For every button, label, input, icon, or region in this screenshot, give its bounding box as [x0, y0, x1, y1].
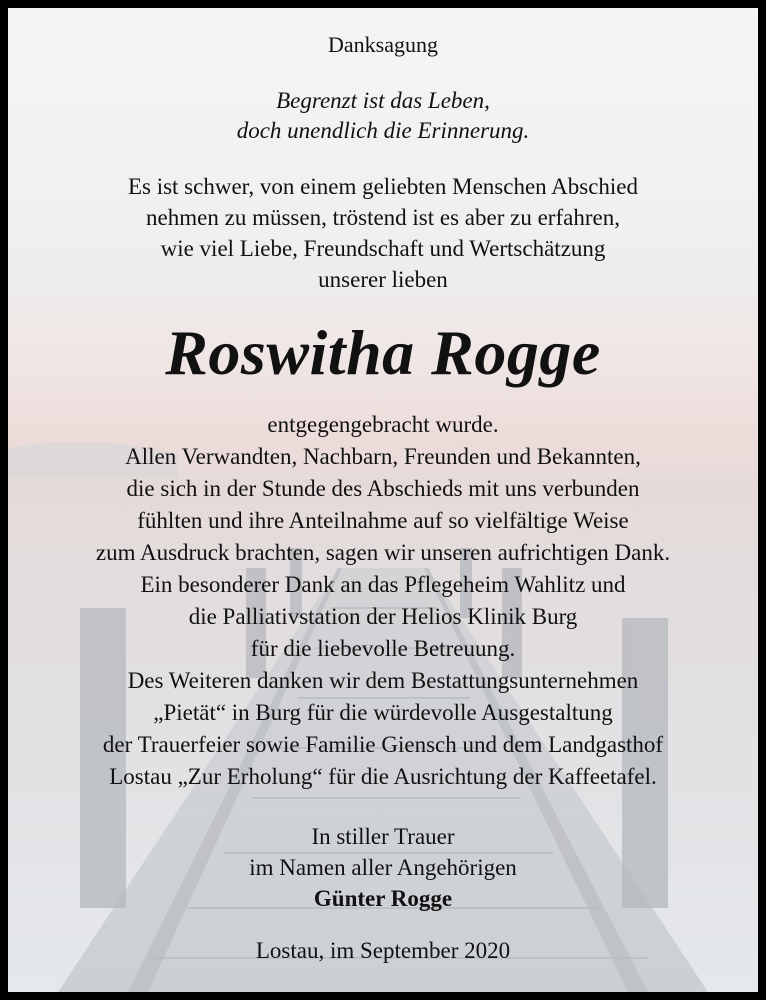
- intro-line-2: nehmen zu müssen, tröstend ist es aber zu erfahren,: [146, 205, 620, 230]
- thanks-line-10: „Pietät“ in Burg für die würdevolle Ausgestaltung: [153, 700, 613, 725]
- thanks-line-7: die Palliativstation der Helios Klinik Burg: [188, 604, 578, 629]
- place-date: Lostau, im September 2020: [255, 938, 511, 963]
- thanks-line-2: Allen Verwandten, Nachbarn, Freunden und Bekannten,: [125, 444, 641, 469]
- thanks-line-3: die sich in der Stunde des Abschieds mit uns verbunden: [126, 476, 640, 501]
- heading: Danksagung: [328, 32, 438, 57]
- thanks-line-5: zum Ausdruck brachten, sagen wir unseren aufrichtigen Dank.: [95, 540, 671, 565]
- signer-name: Günter Rogge: [313, 886, 453, 911]
- closing-line-1: In stiller Trauer: [311, 824, 455, 849]
- intro-line-4: unserer lieben: [318, 267, 448, 292]
- thanks-line-4: fühlten und ihre Anteilnahme auf so vielfältige Weise: [137, 508, 629, 533]
- thanks-line-6: Ein besonderer Dank an das Pflegeheim Wahlitz und: [140, 572, 626, 597]
- thanks-line-12: Lostau „Zur Erholung“ für die Ausrichtung der Kaffeetafel.: [109, 764, 657, 789]
- thanks-line-11: der Trauerfeier sowie Familie Giensch und dem Landgasthof: [102, 732, 664, 757]
- intro-line-1: Es ist schwer, von einem geliebten Menschen Abschied: [127, 174, 639, 199]
- deceased-name: Roswitha Rogge: [165, 317, 601, 388]
- thanks-line-1: entgegengebracht wurde.: [267, 412, 499, 437]
- closing-line-2: im Namen aller Angehörigen: [249, 855, 517, 880]
- obituary-card: [8, 8, 758, 992]
- thanks-line-8: für die liebevolle Betreuung.: [250, 636, 516, 661]
- motto-line-1: Begrenzt ist das Leben,: [276, 88, 490, 113]
- thanks-line-9: Des Weiteren danken wir dem Bestattungsunternehmen: [127, 668, 639, 693]
- motto-line-2: doch unendlich die Erinnerung.: [236, 118, 530, 143]
- obituary-text: [8, 8, 758, 992]
- intro-line-3: wie viel Liebe, Freundschaft und Wertschätzung: [160, 236, 606, 261]
